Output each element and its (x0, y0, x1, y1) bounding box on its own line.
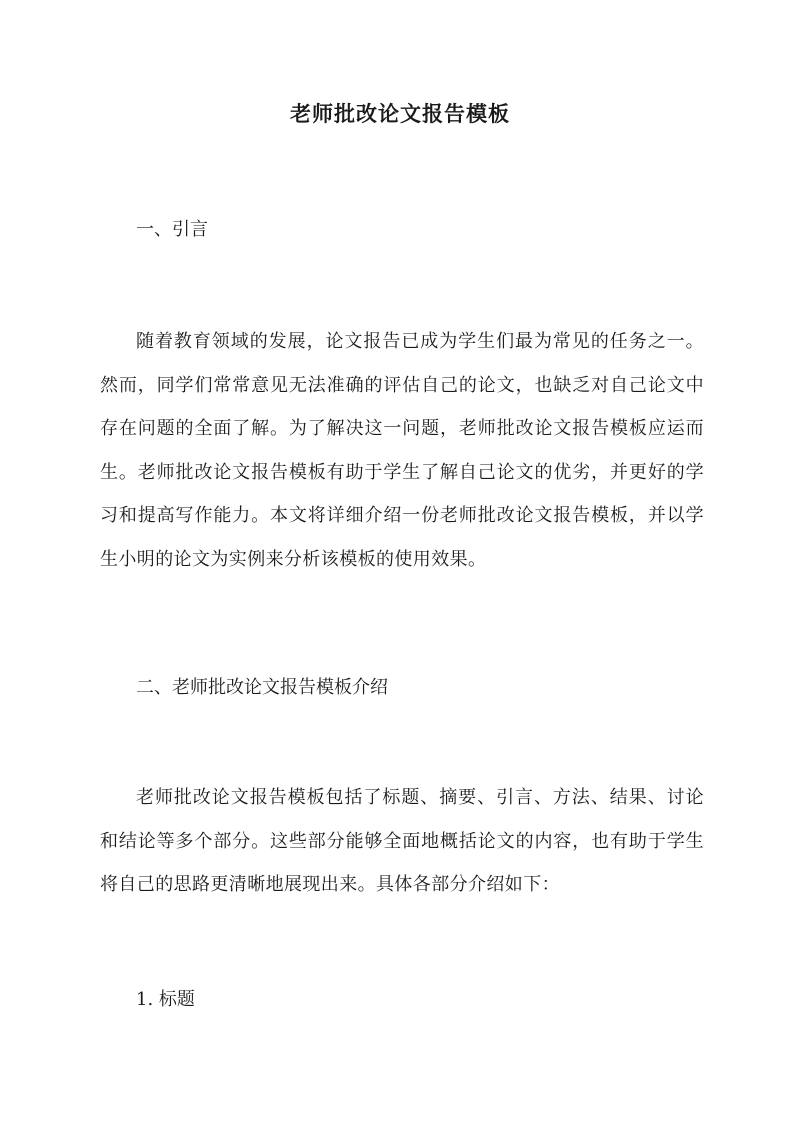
subsection-heading-title: 1. 标题 (136, 989, 195, 1010)
section-heading-template-intro: 二、老师批改论文报告模板介绍 (136, 677, 388, 698)
section-heading-introduction: 一、引言 (136, 219, 208, 240)
introduction-paragraph: 随着教育领域的发展，论文报告已成为学生们最为常见的任务之一。然而，同学们常常意见无法准确的评估自己的论文，也缺乏对自己论文中存在问题的全面了解。为了解决这一问题，老师批改论文报告模板应运而生。老师批改论文报告模板有助于学生了解自己论文的优劣，并更好的学习和提高写作能力。本文将详细介绍一份老师批改论文报告模板，并以学生小明的论文为实例来分析该模板的使用效果。 (100, 331, 704, 570)
template-intro-paragraph: 老师批改论文报告模板包括了标题、摘要、引言、方法、结果、讨论和结论等多个部分。这些部分能够全面地概括论文的内容，也有助于学生将自己的思路更清晰地展现出来。具体各部分介绍如下： (100, 787, 704, 896)
document-title: 老师批改论文报告模板 (290, 101, 510, 126)
